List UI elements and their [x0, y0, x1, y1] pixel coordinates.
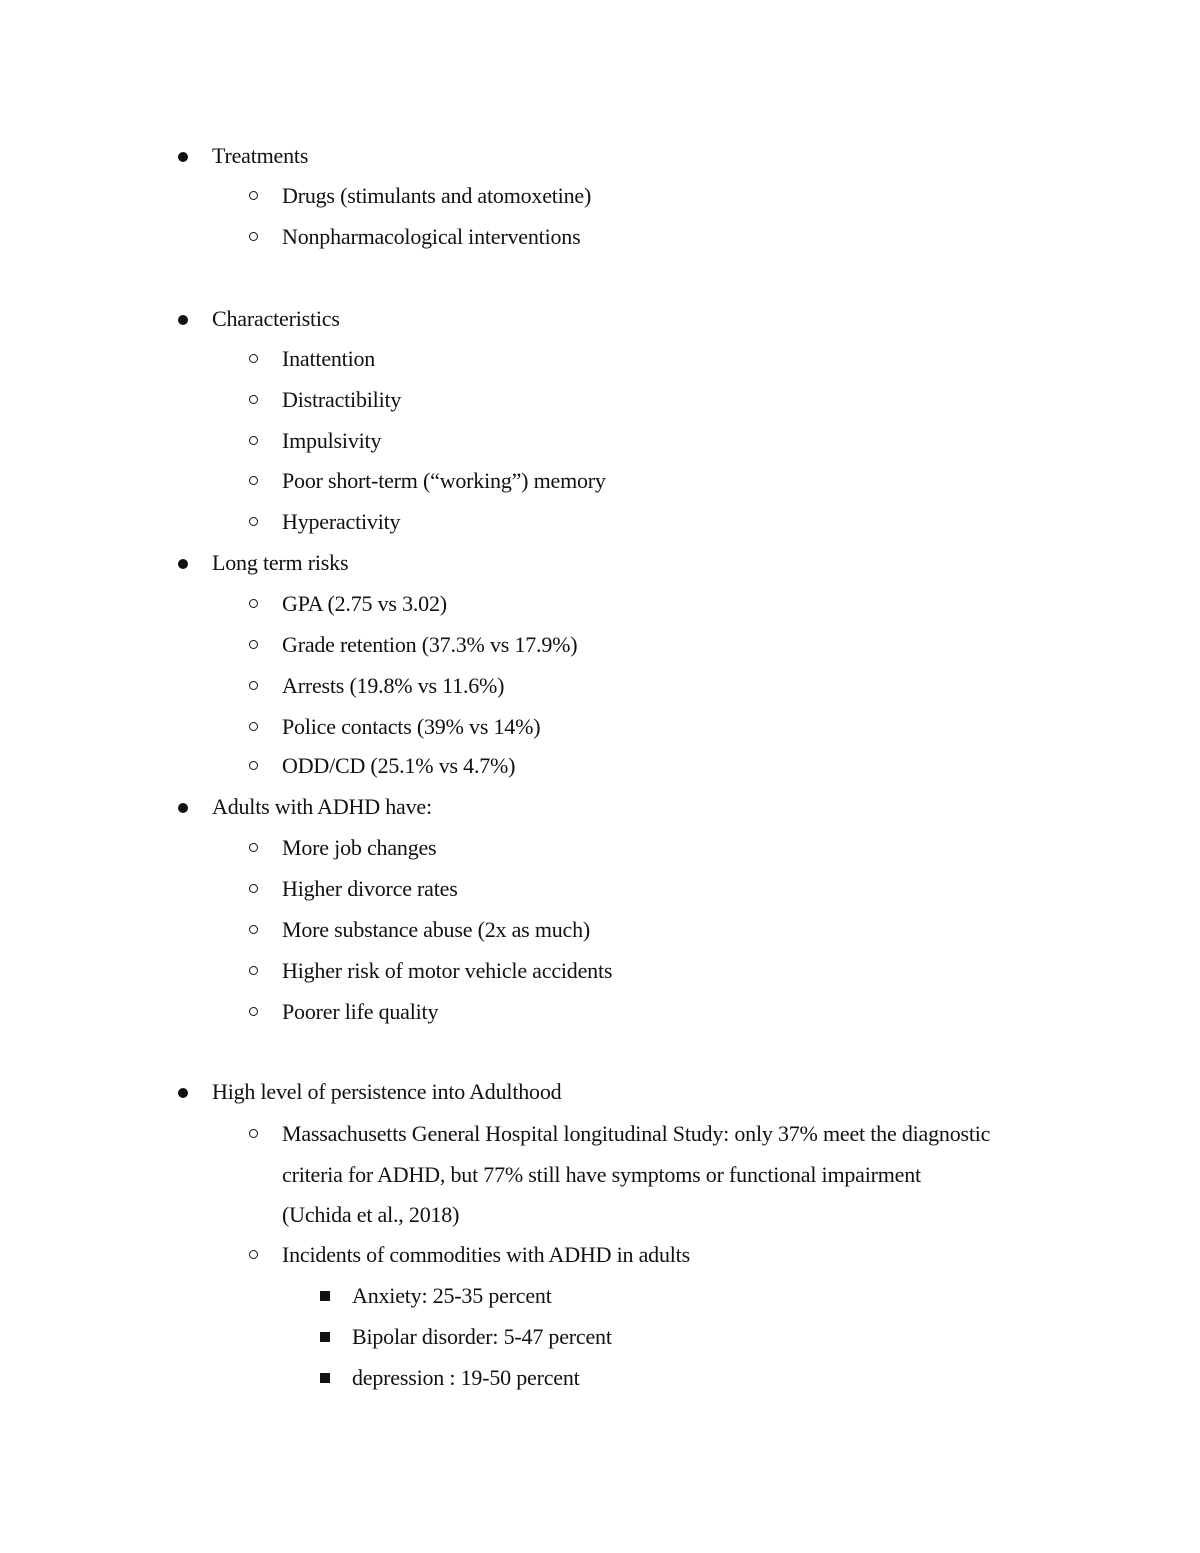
bullet-square-icon — [320, 1291, 330, 1301]
list-item-line: (Uchida et al., 2018) — [282, 1202, 460, 1227]
bullet-square-icon — [320, 1332, 330, 1342]
sub-list-item: Bipolar disorder: 5-47 percent — [352, 1324, 612, 1349]
bullet-circle-icon — [249, 925, 258, 934]
bullet-circle-icon — [249, 722, 258, 731]
bullet-circle-icon — [249, 761, 258, 770]
section-heading-treatments: Treatments — [212, 143, 309, 168]
bullet-circle-icon — [249, 884, 258, 893]
bullet-circle-icon — [249, 395, 258, 404]
list-item: Grade retention (37.3% vs 17.9%) — [282, 632, 578, 657]
list-item: Impulsivity — [282, 428, 382, 453]
bullet-circle-icon — [249, 843, 258, 852]
bullet-circle-icon — [249, 681, 258, 690]
list-item: More substance abuse (2x as much) — [282, 917, 591, 942]
bullet-circle-icon — [249, 966, 258, 975]
section-heading-persistence: High level of persistence into Adulthood — [212, 1079, 562, 1104]
sub-list-item: depression : 19-50 percent — [352, 1365, 580, 1390]
bullet-circle-icon — [249, 1007, 258, 1016]
list-item: Drugs (stimulants and atomoxetine) — [282, 183, 592, 208]
bullet-square-icon — [320, 1373, 330, 1383]
bullet-disc-icon — [178, 315, 188, 325]
bullet-circle-icon — [249, 232, 258, 241]
section-heading-long-term-risks: Long term risks — [212, 550, 349, 575]
list-item: Higher risk of motor vehicle accidents — [282, 958, 613, 983]
bullet-circle-icon — [249, 436, 258, 445]
bullet-circle-icon — [249, 354, 258, 363]
bullet-circle-icon — [249, 1129, 258, 1138]
list-item: GPA (2.75 vs 3.02) — [282, 591, 447, 616]
list-item: Police contacts (39% vs 14%) — [282, 714, 541, 739]
list-item: More job changes — [282, 835, 437, 860]
list-item: Poor short-term (“working”) memory — [282, 468, 606, 493]
bullet-disc-icon — [178, 1088, 188, 1098]
bullet-circle-icon — [249, 640, 258, 649]
list-item: Nonpharmacological interventions — [282, 224, 581, 249]
bullet-disc-icon — [178, 559, 188, 569]
sub-list-item: Anxiety: 25-35 percent — [352, 1283, 552, 1308]
list-item: Inattention — [282, 346, 376, 371]
list-item: Hyperactivity — [282, 509, 401, 534]
list-item: Higher divorce rates — [282, 876, 458, 901]
section-heading-characteristics: Characteristics — [212, 306, 340, 331]
list-item-line: Massachusetts General Hospital longitudinal Study: only 37% meet the diagnostic — [282, 1121, 991, 1146]
bullet-circle-icon — [249, 476, 258, 485]
bullet-circle-icon — [249, 517, 258, 526]
list-item: ODD/CD (25.1% vs 4.7%) — [282, 753, 516, 778]
bullet-circle-icon — [249, 599, 258, 608]
bullet-disc-icon — [178, 803, 188, 813]
list-item: Poorer life quality — [282, 999, 439, 1024]
bullet-circle-icon — [249, 1250, 258, 1259]
list-item-line: criteria for ADHD, but 77% still have symptoms or functional impairment — [282, 1162, 921, 1187]
bullet-disc-icon — [178, 152, 188, 162]
list-item: Arrests (19.8% vs 11.6%) — [282, 673, 505, 698]
list-item: Distractibility — [282, 387, 402, 412]
section-heading-adults-with-adhd: Adults with ADHD have: — [212, 794, 432, 819]
list-item: Incidents of commodities with ADHD in adults — [282, 1242, 690, 1267]
bullet-circle-icon — [249, 191, 258, 200]
